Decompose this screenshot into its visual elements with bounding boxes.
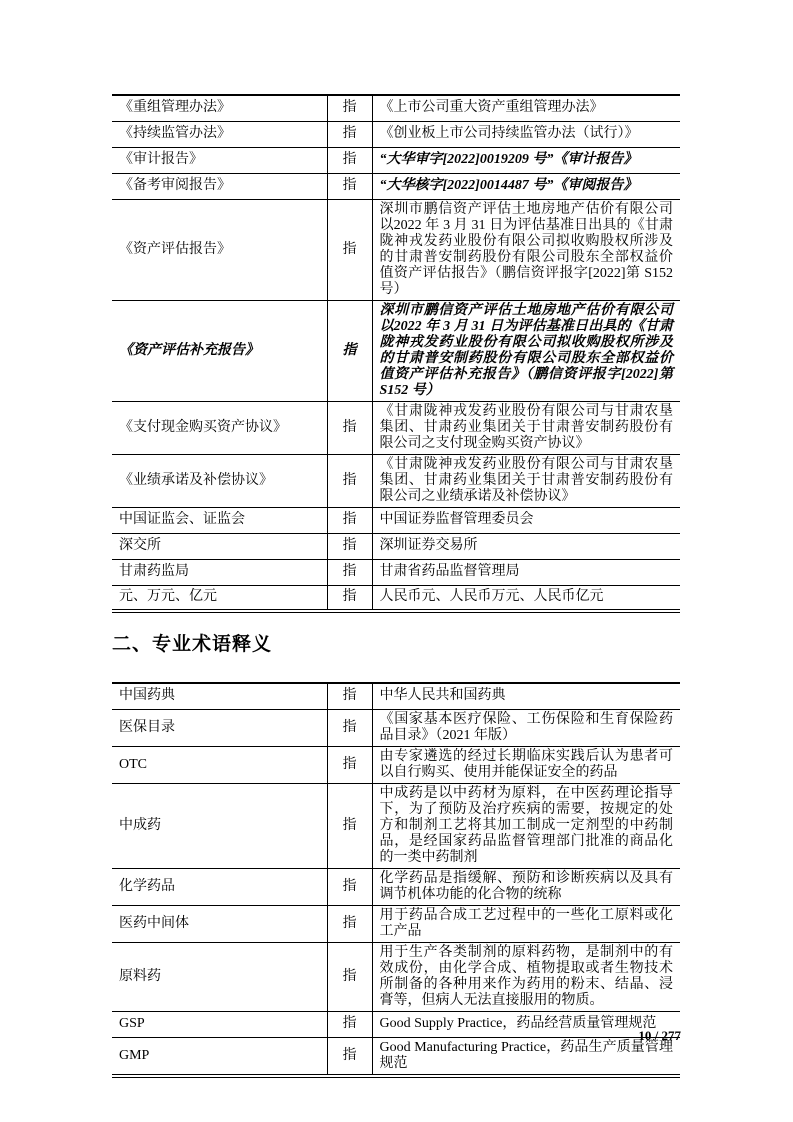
page-number: 10 / 277 — [638, 1028, 681, 1043]
definition-cell: 《创业板上市公司持续监管办法（试行）》 — [372, 121, 680, 147]
table-row — [112, 559, 680, 585]
term-cell: 原料药 — [112, 942, 327, 1011]
table-row — [112, 533, 680, 559]
definition-cell: 中成药是以中药材为原料，在中医药理论指导下，为了预防及治疗疾病的需要，按规定的处方和制剂工艺将其加工制成一定剂型的中药制品，是经国家药品监督管理部门批准的商品化的一类中药制剂 — [372, 783, 680, 868]
definition-cell: 甘肃省药品监督管理局 — [372, 559, 680, 585]
table-row — [112, 746, 680, 783]
term-cell: GSP — [112, 1011, 327, 1037]
definition-cell: 中华人民共和国药典 — [372, 683, 680, 709]
ref-cell: 指 — [327, 454, 372, 507]
definition-cell: 《国家基本医疗保险、工伤保险和生育保险药品目录》（2021 年版） — [372, 709, 680, 746]
term-cell: 《资产评估报告》 — [112, 199, 327, 300]
term-cell: OTC — [112, 746, 327, 783]
table-row — [112, 173, 680, 199]
ref-cell: 指 — [327, 173, 372, 199]
term-cell: 元、万元、亿元 — [112, 585, 327, 611]
table-row — [112, 868, 680, 905]
definitions-table-professional-terms-body — [112, 683, 680, 1076]
term-cell: 中国药典 — [112, 683, 327, 709]
definition-cell: 《甘肃陇神戎发药业股份有限公司与甘肃农垦集团、甘肃药业集团关于甘肃普安制药股份有限公司之支付现金购买资产协议》 — [372, 401, 680, 454]
table-row — [112, 121, 680, 147]
definition-cell: 中国证券监督管理委员会 — [372, 507, 680, 533]
definition-cell: “大华审字[2022]0019209 号”《审计报告》 — [372, 147, 680, 173]
definition-cell: Good Manufacturing Practice，药品生产质量管理规范 — [372, 1037, 680, 1076]
definition-cell: 深圳市鹏信资产评估土地房地产估价有限公司以2022 年 3 月 31 日为评估基准日出具的《甘肃陇神戎发药业股份有限公司拟收购股权所涉及的甘肃普安制药股份有限公司股东全部权益价值资产评估报告》（鹏信资评报字[2022]第 S152 号） — [372, 199, 680, 300]
term-cell: 《业绩承诺及补偿协议》 — [112, 454, 327, 507]
definition-cell: “大华核字[2022]0014487 号”《审阅报告》 — [372, 173, 680, 199]
definition-cell: 由专家遴选的经过长期临床实践后认为患者可以自行购买、使用并能保证安全的药品 — [372, 746, 680, 783]
ref-cell: 指 — [327, 746, 372, 783]
table-row — [112, 300, 680, 401]
ref-cell: 指 — [327, 942, 372, 1011]
ref-cell: 指 — [327, 199, 372, 300]
table-row — [112, 1037, 680, 1076]
section-heading: 二、专业术语释义 — [112, 634, 273, 655]
term-cell: GMP — [112, 1037, 327, 1076]
ref-cell: 指 — [327, 507, 372, 533]
table-row — [112, 683, 680, 709]
ref-cell: 指 — [327, 585, 372, 611]
table-row — [112, 401, 680, 454]
ref-cell: 指 — [327, 401, 372, 454]
ref-cell: 指 — [327, 95, 372, 121]
definitions-table-general-terms-body — [112, 95, 680, 611]
ref-cell: 指 — [327, 868, 372, 905]
definition-cell: 化学药品是指缓解、预防和诊断疾病以及具有调节机体功能的化合物的统称 — [372, 868, 680, 905]
ref-cell: 指 — [327, 533, 372, 559]
definition-cell: 用于药品合成工艺过程中的一些化工原料或化工产品 — [372, 905, 680, 942]
table-row — [112, 454, 680, 507]
definition-cell: 用于生产各类制剂的原料药物，是制剂中的有效成份，由化学合成、植物提取或者生物技术所制备的各种用来作为药用的粉末、结晶、浸膏等，但病人无法直接服用的物质。 — [372, 942, 680, 1011]
definition-cell: 人民币元、人民币万元、人民币亿元 — [372, 585, 680, 611]
term-cell: 《资产评估补充报告》 — [112, 300, 327, 401]
term-cell: 《支付现金购买资产协议》 — [112, 401, 327, 454]
table-row — [112, 709, 680, 746]
ref-cell: 指 — [327, 683, 372, 709]
ref-cell: 指 — [327, 147, 372, 173]
page-content — [112, 94, 680, 1078]
table-row — [112, 95, 680, 121]
term-cell: 中成药 — [112, 783, 327, 868]
term-cell: 《审计报告》 — [112, 147, 327, 173]
table-row — [112, 783, 680, 868]
definitions-table-general-terms — [112, 94, 680, 613]
definition-cell: 《甘肃陇神戎发药业股份有限公司与甘肃农垦集团、甘肃药业集团关于甘肃普安制药股份有限公司之业绩承诺及补偿协议》 — [372, 454, 680, 507]
ref-cell: 指 — [327, 1011, 372, 1037]
table-row — [112, 147, 680, 173]
term-cell: 医药中间体 — [112, 905, 327, 942]
table-row — [112, 199, 680, 300]
ref-cell: 指 — [327, 783, 372, 868]
term-cell: 化学药品 — [112, 868, 327, 905]
table-row — [112, 585, 680, 611]
ref-cell: 指 — [327, 709, 372, 746]
ref-cell: 指 — [327, 559, 372, 585]
ref-cell: 指 — [327, 1037, 372, 1076]
table-row — [112, 507, 680, 533]
table-row — [112, 905, 680, 942]
definition-cell: 深圳市鹏信资产评估土地房地产估价有限公司以2022 年 3 月 31 日为评估基准日出具的《甘肃陇神戎发药业股份有限公司拟收购股权所涉及的甘肃普安制药股份有限公司股东全部权益价值资产评估补充报告》（鹏信资评报字[2022]第 S152 号） — [372, 300, 680, 401]
term-cell: 《持续监管办法》 — [112, 121, 327, 147]
definitions-table-professional-terms — [112, 682, 680, 1078]
ref-cell: 指 — [327, 300, 372, 401]
ref-cell: 指 — [327, 121, 372, 147]
table-row — [112, 942, 680, 1011]
table-row — [112, 1011, 680, 1037]
definition-cell: Good Supply Practice，药品经营质量管理规范 — [372, 1011, 680, 1037]
term-cell: 《备考审阅报告》 — [112, 173, 327, 199]
term-cell: 中国证监会、证监会 — [112, 507, 327, 533]
definition-cell: 深圳证券交易所 — [372, 533, 680, 559]
term-cell: 《重组管理办法》 — [112, 95, 327, 121]
term-cell: 深交所 — [112, 533, 327, 559]
term-cell: 医保目录 — [112, 709, 327, 746]
definition-cell: 《上市公司重大资产重组管理办法》 — [372, 95, 680, 121]
ref-cell: 指 — [327, 905, 372, 942]
term-cell: 甘肃药监局 — [112, 559, 327, 585]
